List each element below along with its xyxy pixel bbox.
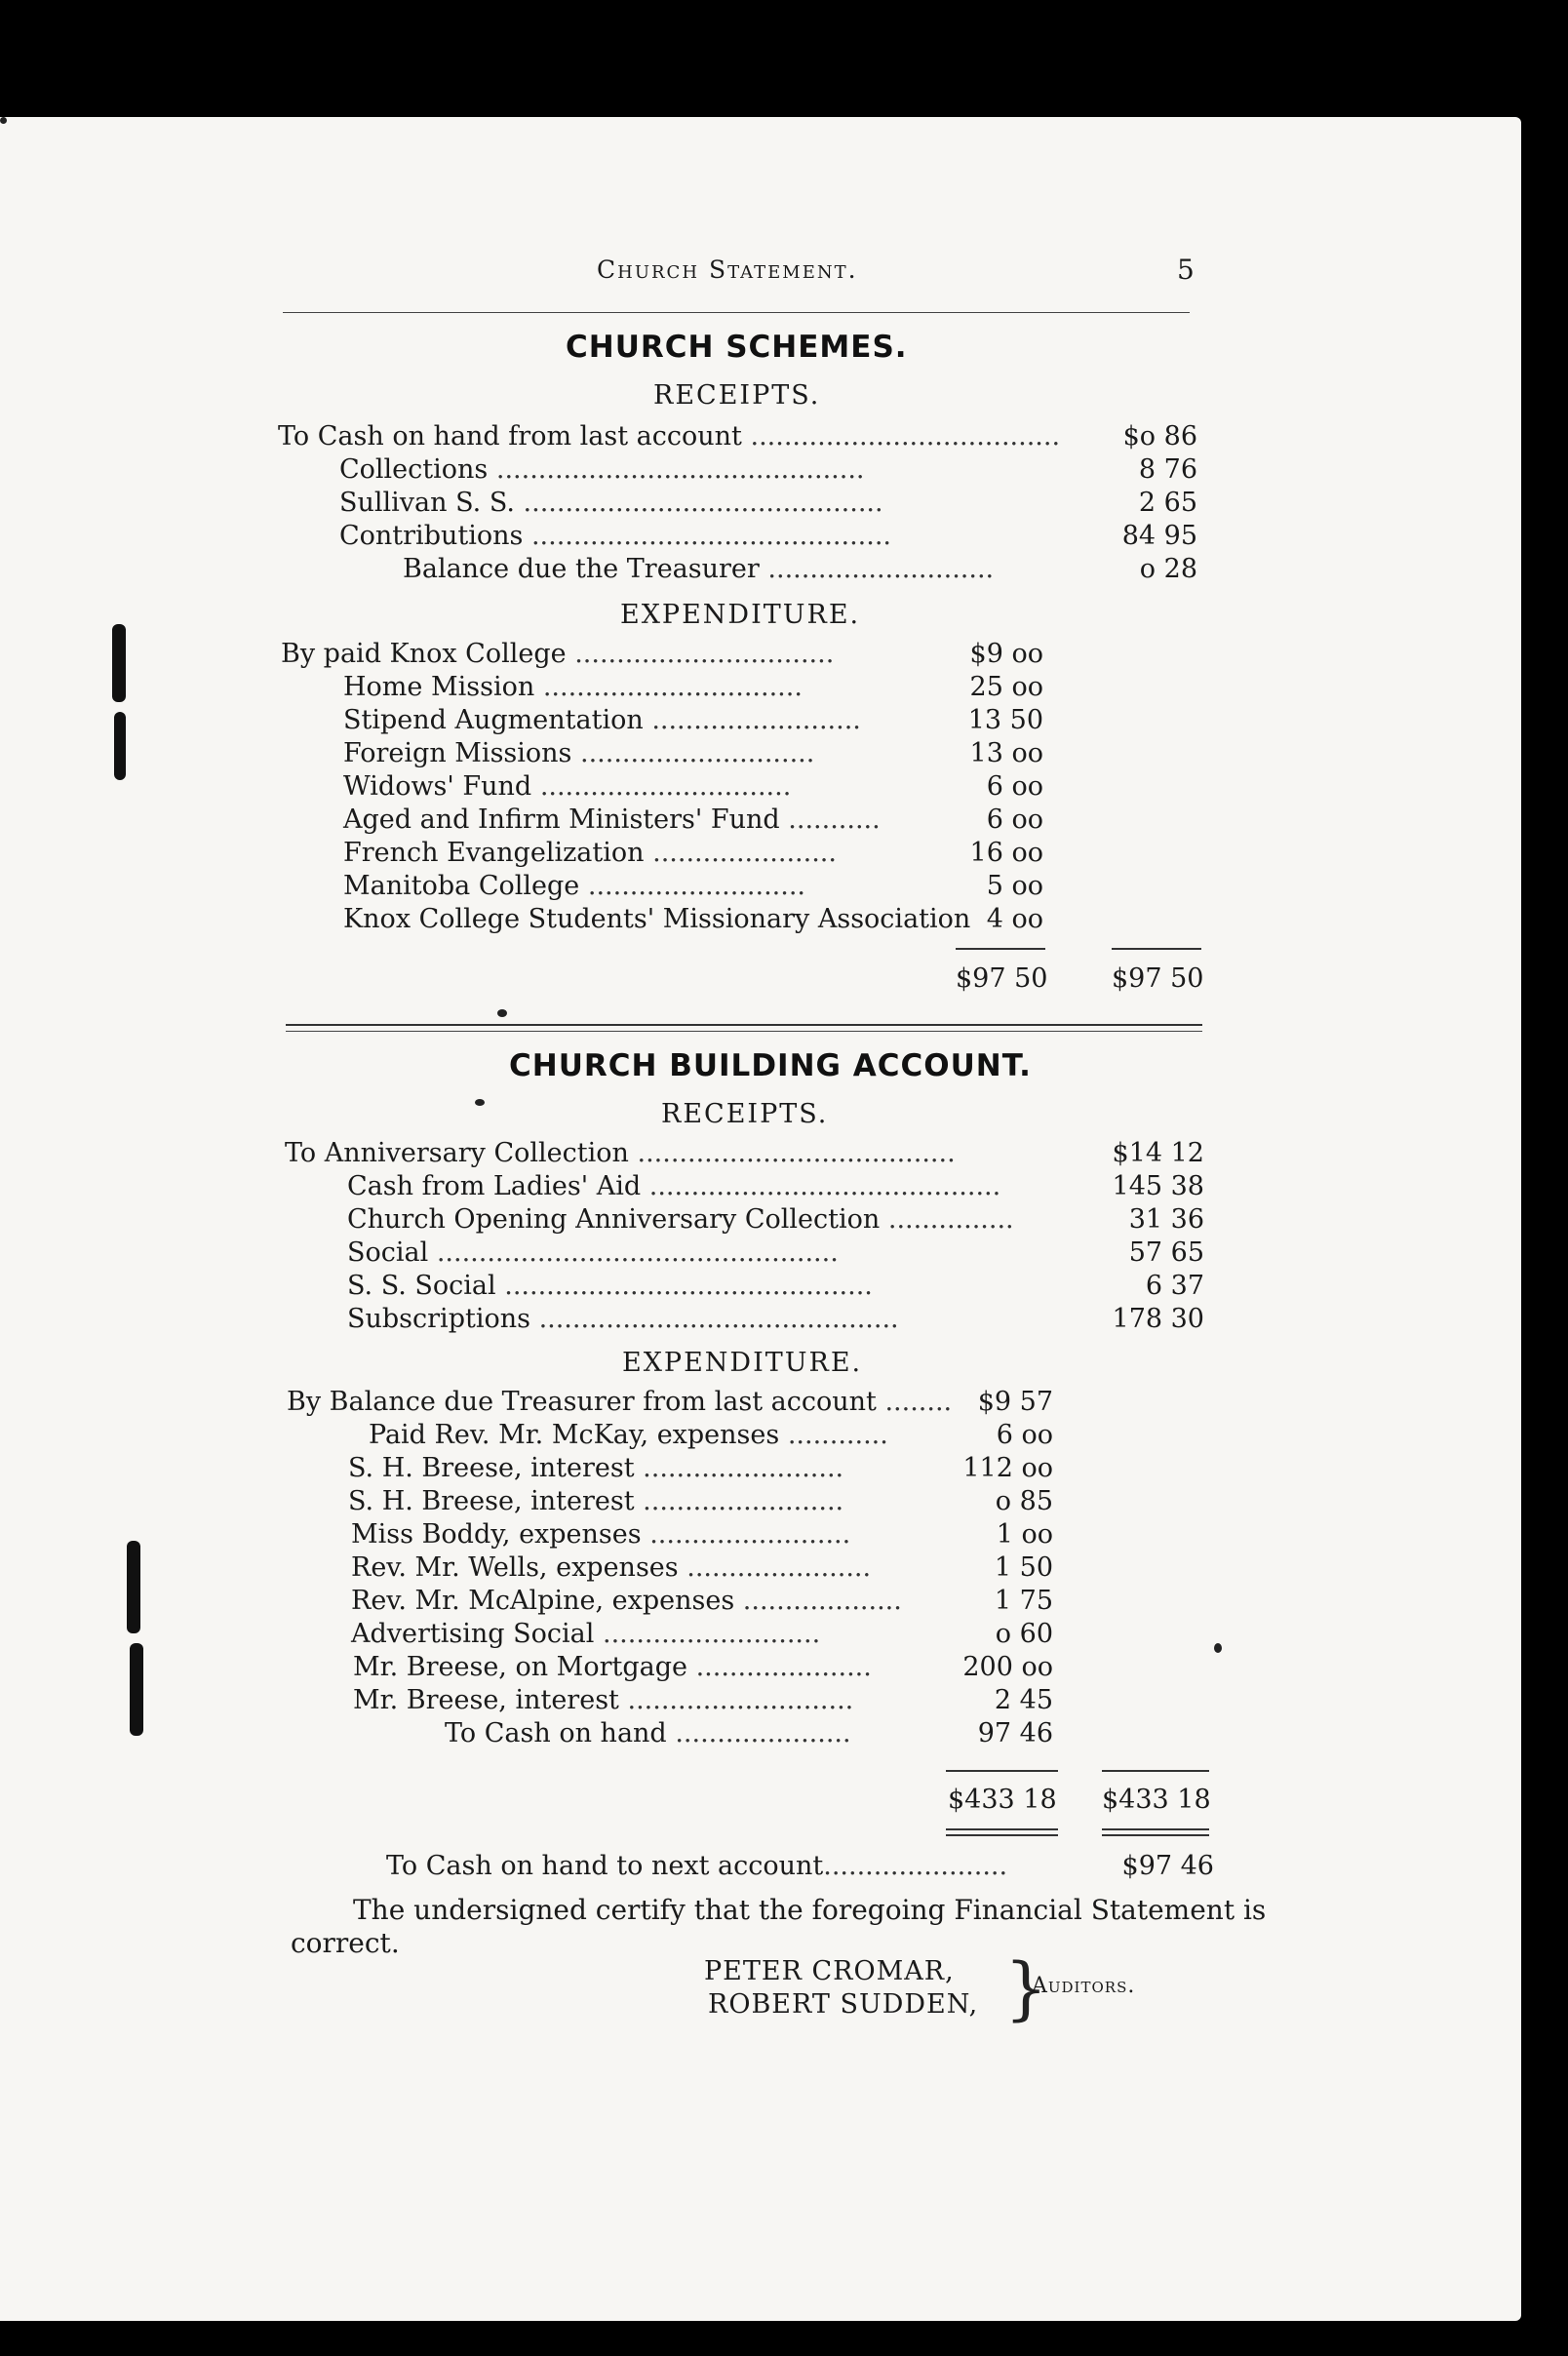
- building-expenditure-heading: EXPENDITURE.: [622, 1348, 863, 1378]
- amount: $9 oo: [969, 639, 1043, 669]
- scan-artifact: [112, 624, 126, 702]
- total-rule: [946, 1834, 1058, 1836]
- amount: 4 oo: [986, 904, 1043, 934]
- cash-next-account: To Cash on hand to next account......................: [386, 1851, 1008, 1881]
- amount: 112 oo: [962, 1453, 1053, 1483]
- schemes-receipts-heading: RECEIPTS.: [653, 380, 821, 411]
- amount: 178 30: [1112, 1304, 1204, 1334]
- section-divider: [286, 1024, 1202, 1026]
- list-item: Paid Rev. Mr. McKay, expenses ............: [369, 1420, 888, 1450]
- list-item: Mr. Breese, interest ...........................: [353, 1685, 854, 1715]
- list-item: To Cash on hand from last account .....................................: [278, 421, 1061, 452]
- scan-artifact: [1214, 1643, 1222, 1653]
- amount: 5 oo: [986, 871, 1043, 901]
- amount: 1 75: [994, 1586, 1053, 1616]
- amount: 6 oo: [996, 1420, 1053, 1450]
- list-item: By paid Knox College ...............................: [281, 639, 835, 669]
- amount: 6 37: [1145, 1271, 1204, 1301]
- subtotal-rule: [1112, 948, 1201, 950]
- subtotal-rule: [956, 948, 1045, 950]
- scan-artifact: [475, 1099, 485, 1106]
- amount: 6 oo: [986, 771, 1043, 802]
- list-item: Stipend Augmentation .........................: [343, 705, 861, 735]
- schemes-total-right: $97 50: [1112, 963, 1204, 994]
- list-item: By Balance due Treasurer from last account ........: [287, 1387, 953, 1417]
- list-item: Foreign Missions ............................: [343, 738, 815, 768]
- amount: 25 oo: [969, 672, 1043, 702]
- brace-icon: }: [1004, 1948, 1048, 2028]
- list-item: Aged and Infirm Ministers' Fund ...........: [343, 805, 881, 835]
- list-item: Church Opening Anniversary Collection ...............: [347, 1204, 1014, 1235]
- certify-line: The undersigned certify that the foregoing Financial Statement is: [353, 1894, 1267, 1926]
- amount: 2 65: [1138, 488, 1197, 518]
- total-rule: [1102, 1834, 1209, 1836]
- building-receipts-heading: RECEIPTS.: [661, 1099, 829, 1129]
- list-item: To Anniversary Collection ......................................: [285, 1138, 956, 1168]
- scan-artifact: [114, 712, 126, 780]
- amount: 13 50: [967, 705, 1043, 735]
- amount: 8 76: [1138, 454, 1197, 485]
- schemes-expenditure-heading: EXPENDITURE.: [620, 600, 861, 630]
- list-item: Widows' Fund ..............................: [343, 771, 792, 802]
- subtotal-rule: [1102, 1770, 1209, 1772]
- list-item: S. H. Breese, interest ........................: [348, 1486, 844, 1516]
- scan-artifact: [0, 117, 7, 124]
- list-item: Mr. Breese, on Mortgage .....................: [353, 1652, 872, 1682]
- amount: o 85: [995, 1486, 1053, 1516]
- auditor-name: ROBERT SUDDEN,: [708, 1989, 979, 2020]
- amount: $9 57: [977, 1387, 1053, 1417]
- amount: 200 oo: [962, 1652, 1053, 1682]
- total-rule: [1102, 1828, 1209, 1830]
- document-page: [0, 117, 1521, 2321]
- list-item: French Evangelization ......................: [343, 838, 837, 868]
- auditor-name: PETER CROMAR,: [704, 1956, 955, 1986]
- amount: 31 36: [1128, 1204, 1204, 1235]
- schemes-total-left: $97 50: [956, 963, 1048, 994]
- amount: 1 oo: [996, 1519, 1053, 1550]
- scan-artifact: [497, 1009, 507, 1017]
- section-divider: [286, 1031, 1202, 1032]
- certify-line: correct.: [291, 1927, 400, 1959]
- amount: 57 65: [1128, 1237, 1204, 1268]
- list-item: Collections ............................................: [339, 454, 865, 485]
- list-item: Home Mission ...............................: [343, 672, 803, 702]
- amount: $14 12: [1112, 1138, 1204, 1168]
- page-number: 5: [1177, 254, 1195, 286]
- list-item: S. H. Breese, interest ........................: [348, 1453, 844, 1483]
- list-item: Social ................................................: [347, 1237, 839, 1268]
- building-total-left: $433 18: [948, 1785, 1057, 1815]
- amount: 145 38: [1112, 1171, 1204, 1201]
- auditors-label: Auditors.: [1032, 1974, 1136, 1998]
- list-item: Subscriptions ...........................................: [347, 1304, 899, 1334]
- scan-artifact: [127, 1541, 140, 1633]
- list-item: Balance due the Treasurer ...........................: [403, 554, 995, 584]
- amount: 1 50: [994, 1552, 1053, 1583]
- amount: 97 46: [977, 1718, 1053, 1748]
- building-title: CHURCH BUILDING ACCOUNT.: [509, 1048, 1032, 1083]
- list-item: Rev. Mr. Wells, expenses ......................: [351, 1552, 872, 1583]
- amount: o 28: [1139, 554, 1197, 584]
- list-item: Cash from Ladies' Aid ..........................................: [347, 1171, 1001, 1201]
- list-item: S. S. Social ............................................: [347, 1271, 873, 1301]
- total-rule: [946, 1828, 1058, 1830]
- amount: 6 oo: [986, 805, 1043, 835]
- amount: 13 oo: [969, 738, 1043, 768]
- cash-next-amount: $97 46: [1121, 1851, 1214, 1881]
- list-item: Sullivan S. S. ...........................................: [339, 488, 883, 518]
- building-total-right: $433 18: [1102, 1785, 1211, 1815]
- header-rule: [283, 312, 1190, 313]
- list-item: Advertising Social ..........................: [351, 1619, 821, 1649]
- scan-artifact: [130, 1643, 143, 1736]
- subtotal-rule: [946, 1770, 1058, 1772]
- list-item: Rev. Mr. McAlpine, expenses ...................: [351, 1586, 902, 1616]
- running-head: Church Statement.: [597, 255, 858, 284]
- list-item: Miss Boddy, expenses ........................: [351, 1519, 851, 1550]
- list-item: Manitoba College ..........................: [343, 871, 806, 901]
- amount: o 60: [995, 1619, 1053, 1649]
- list-item: Contributions ...........................................: [339, 521, 892, 551]
- list-item: To Cash on hand .....................: [445, 1718, 851, 1748]
- list-item: Knox College Students' Missionary Association: [343, 904, 971, 934]
- amount: 2 45: [994, 1685, 1053, 1715]
- amount: $o 86: [1122, 421, 1197, 452]
- amount: 16 oo: [969, 838, 1043, 868]
- schemes-title: CHURCH SCHEMES.: [566, 330, 908, 365]
- amount: 84 95: [1121, 521, 1197, 551]
